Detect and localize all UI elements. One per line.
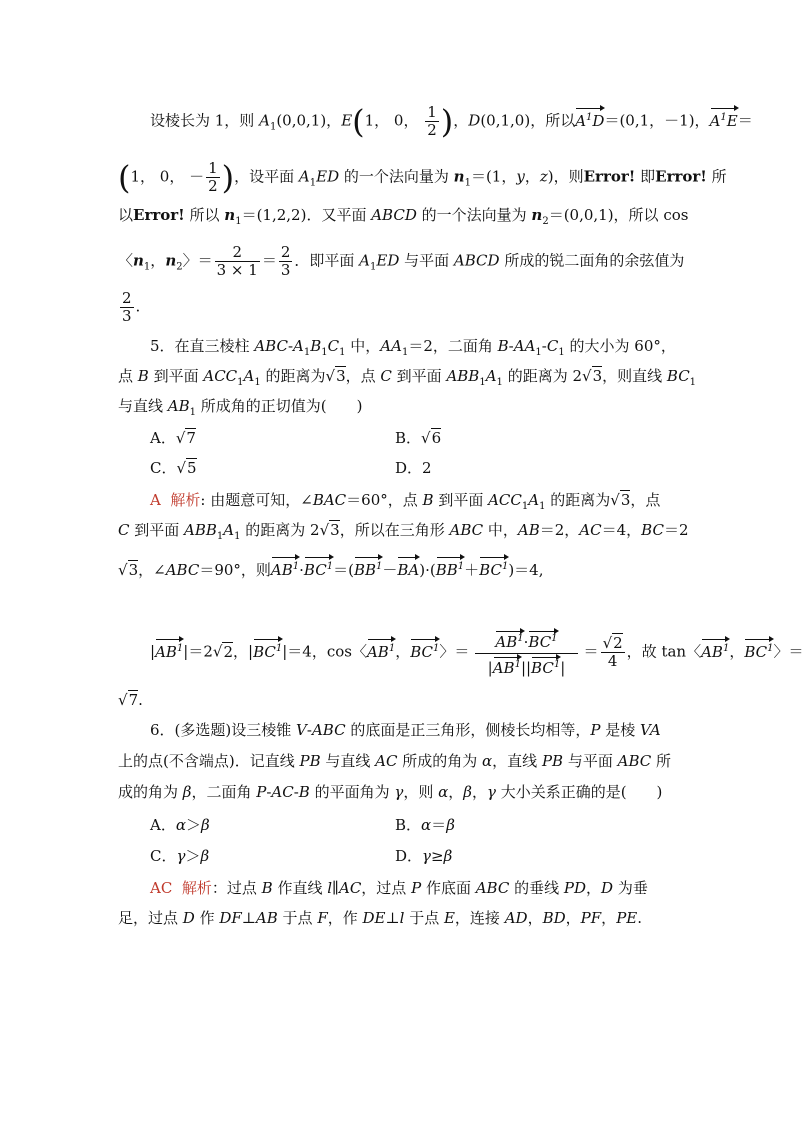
q5-answer: A [150,491,161,509]
q6-option-d: D．γ≥β [395,847,453,865]
q5-option-a: A．√7 [150,429,196,447]
q5-option-c: C．√5 [150,459,197,477]
q6-answer: AC [150,879,173,897]
q5-line2: 点 B 到平面 $ACC_1A_1$ 的距离为√3，点 C 到平面 $ABB_1A_1$ 的距离为 2√3，则直线 $BC_1$ [118,367,697,388]
q6-option-c: C．γ＞β [150,847,210,865]
q6-line1: 6．(多选题)设三棱锥 V-ABC 的底面是正三角形，侧棱长均相等，P 是棱 VA [150,721,661,739]
sol4-line5: $\frac{2}{3}$ . [122,289,141,325]
q5-line3: 与直线 $AB_1$ 所成角的正切值为( ) [118,397,363,418]
q6-option-b: B．α＝β [395,816,455,834]
q5-line1: 5．在直三棱柱 ABC-$A_1B_1C_1$ 中，$AA_1=2$，二面角 $B-AA_1-C_1$ 的大小为 60°， [150,337,676,358]
q5-sol-line3: √3，∠ABC＝90°，则$AB^1\cdot BC^1=(BB^1-BA)\cdot(BB^1+BC^1)=4$, [118,561,544,579]
sol4-line3: 以Error! 所以 $n_1=(1,2,2)$．又平面 ABCD 的一个法向量为 $n_2=(0,0,1)$，所以 cos [118,206,689,227]
q6-sol-line2: 足，过点 D 作 DF⊥AB 于点 F，作 DE⊥l 于点 E，连接 AD，BD，PF，PE. [118,909,643,927]
q5-sol-line1: A 解析: 由题意可知，∠BAC＝60°，点 B 到平面 $ACC_1A_1$ 的距离为√3，点 [150,491,661,512]
q6-line3: 成的角为 β，二面角 P-AC-B 的平面角为 γ，则 α，β，γ 大小关系正确的是( ) [118,783,663,801]
q5-sol-line2: C 到平面 $ABB_1A_1$ 的距离为 2√3，所以在三角形 ABC 中，AB＝2，AC＝4，BC＝2 [118,521,689,542]
sol4-line1: 设棱长为 1，则 $A_1(0,0,1)$，E(1， 0， $\frac{1}{2}$ )，D(0,1,0)，所以$A^1D=(0,1$，－1)，$A^1E=$ [150,102,753,141]
q5-option-b: B．√6 [395,429,442,447]
q6-line2: 上的点(不含端点)．记直线 PB 与直线 AC 所成的角为 α，直线 PB 与平面 ABC 所 [118,752,672,770]
q6-option-a: A．α＞β [150,816,210,834]
q5-sol-line4: $|AB^1|=2√2$，$|BC^1|=4$，cos〈$AB^1$，$BC^1$〉＝ $\frac{AB^1\cdot BC^1}{|AB^1||BC^1|}$ ＝ $\frac{√2}{4}$ ，故 tan〈$AB^1$，$BC^1$〉＝ [150,628,804,677]
q6-sol-line1: AC 解析：过点 B 作直线 l∥AC，过点 P 作底面 ABC 的垂线 PD，D 为垂 [150,879,648,897]
q5-option-d: D．2 [395,459,432,477]
sol4-line2: (1， 0， － $\frac{1}{2}$ )，设平面 $A_1ED$ 的一个法向量为 $n_1=(1$，y，z)，则Error! 即Error! 所 [118,158,727,197]
sol4-line4: 〈$n_1$，$n_2$〉＝ $\frac{2}{3 \times 1}$ ＝ $\frac{2}{3}$ ．即平面 $A_1ED$ 与平面 ABCD 所成的锐二面角的余弦值为 [118,243,685,279]
q5-sol-line5: √7. [118,691,143,709]
